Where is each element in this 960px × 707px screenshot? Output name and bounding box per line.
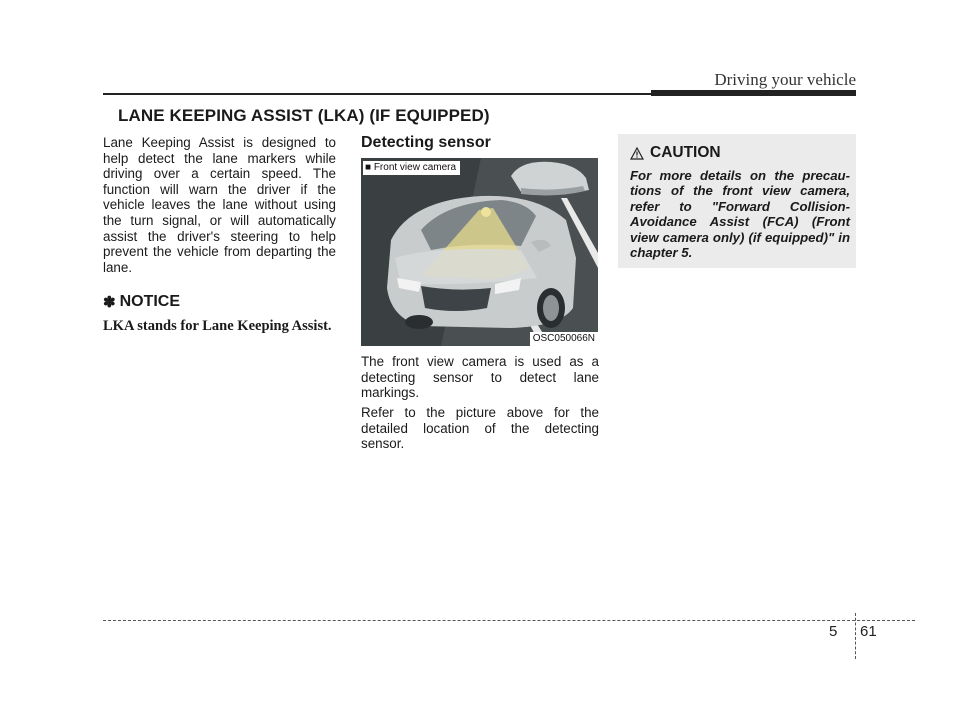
figure-label: ■ Front view camera — [363, 161, 460, 175]
caution-title: CAUTION — [650, 144, 721, 161]
notice-heading — [103, 293, 180, 311]
chapter-number: 5 — [829, 623, 838, 640]
intro-paragraph: Lane Keeping Assist is designed to help detect the lane markers while driving over a certain speed. The function will warn the driver if the vehicle leaves the lane without using the turn signal, or will automatically assist the driver's steering to help prevent the vehicle from departing the lane. — [103, 135, 336, 275]
warning-triangle-icon — [630, 147, 644, 160]
page-number: 61 — [860, 623, 877, 640]
sensor-paragraph-2: Refer to the picture above for the detailed location of the detecting sensor. — [361, 405, 599, 452]
header-rule — [103, 93, 651, 95]
notice-body: LKA stands for Lane Keeping Assist. — [103, 318, 332, 334]
footer-rule — [103, 620, 915, 621]
chapter-title: Driving your vehicle — [714, 70, 856, 89]
notice-star-icon: ✽ — [103, 294, 116, 311]
caution-heading — [630, 144, 721, 162]
caution-box — [618, 134, 856, 268]
car-illustration — [361, 158, 598, 346]
camera-location-figure — [361, 158, 598, 346]
page-number-divider — [855, 613, 856, 659]
figure-code: OSC050066N — [530, 332, 598, 346]
header-rule-accent — [651, 90, 856, 96]
caution-body: For more details on the precau-tions of the front view camera, refer to "Forward Collision-Avoidance Assist (FCA) (Front view camera only) (if equipped)" in chapter 5. — [630, 168, 850, 261]
section-title: LANE KEEPING ASSIST (LKA) (IF EQUIPPED) — [118, 106, 490, 125]
camera-icon — [481, 207, 491, 217]
sensor-paragraph-1: The front view camera is used as a detecting sensor to detect lane markings. — [361, 354, 599, 401]
detecting-sensor-title: Detecting sensor — [361, 134, 491, 151]
notice-title: NOTICE — [119, 293, 181, 310]
